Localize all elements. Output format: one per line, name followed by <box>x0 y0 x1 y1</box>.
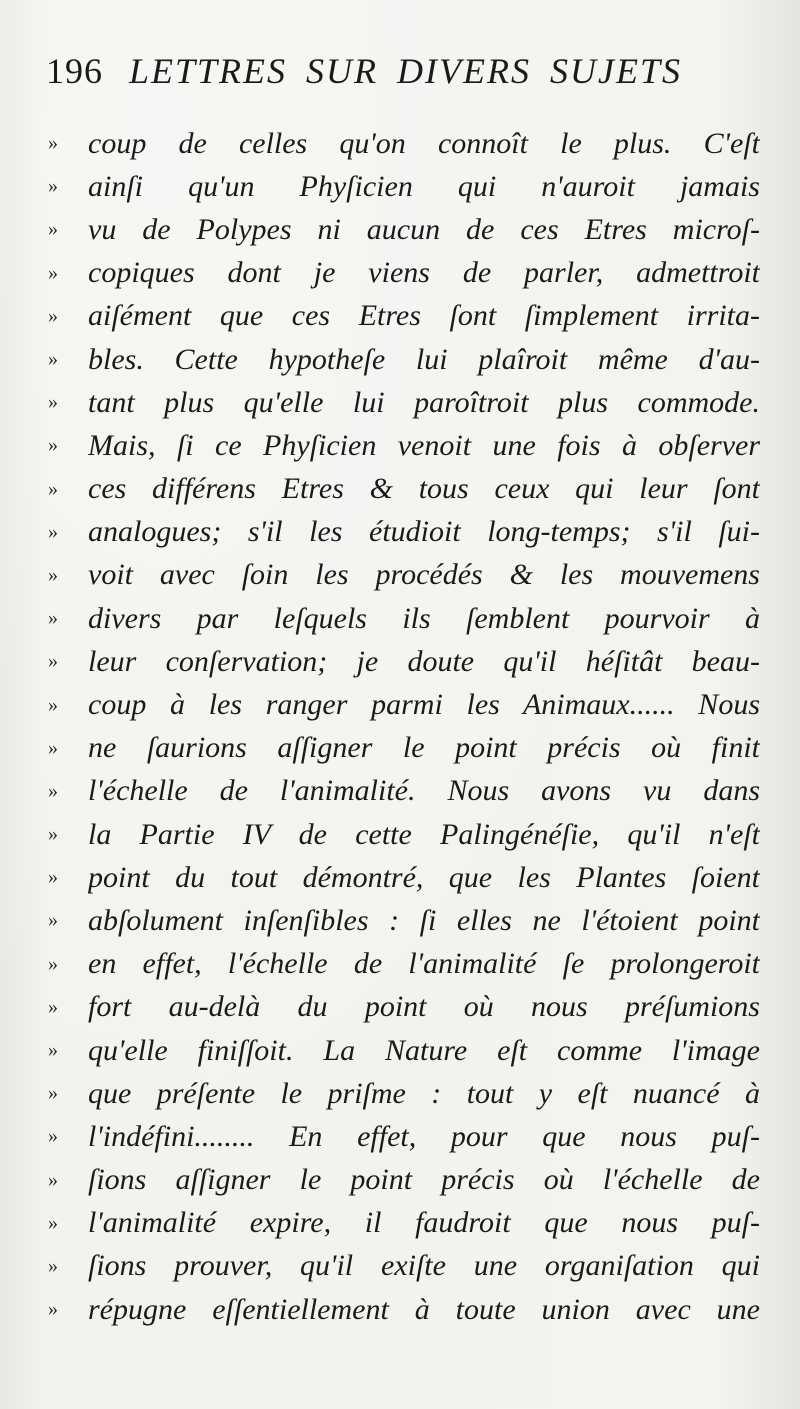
line-text: ces différens Etres & tous ceux qui leur ſont <box>88 472 760 506</box>
page-header <box>46 50 746 110</box>
line-text: l'indéfini........ En effet, pour que nous puſ- <box>88 1119 760 1153</box>
text-line <box>44 1202 760 1245</box>
text-line <box>44 295 760 338</box>
quote-marker: » <box>48 736 58 759</box>
quote-marker: » <box>48 1125 58 1148</box>
quote-marker: » <box>48 434 58 457</box>
line-text: copiques dont je viens de parler, admettroit <box>88 256 760 290</box>
quote-marker: » <box>48 1211 58 1234</box>
line-text: point du tout démontré, que les Plantes ſoient <box>88 860 760 894</box>
running-title: LETTRES SUR DIVERS SUJETS <box>129 51 682 91</box>
text-line <box>44 683 760 726</box>
line-text: voit avec ſoin les procédés & les mouvemens <box>88 558 760 592</box>
text-line <box>44 252 760 295</box>
text-line <box>44 208 760 251</box>
text-line <box>44 1072 760 1115</box>
text-line <box>44 381 760 424</box>
line-text: répugne eſſentiellement à toute union avec une <box>88 1292 760 1326</box>
line-text: qu'elle finiſſoit. La Nature eſt comme l'image <box>88 1033 760 1067</box>
quote-marker: » <box>48 304 58 327</box>
quote-marker: » <box>48 909 58 932</box>
text-line <box>44 597 760 640</box>
text-line <box>44 338 760 381</box>
line-text: coup à les ranger parmi les Animaux...... Nous <box>88 688 760 722</box>
line-text: vu de Polypes ni aucun de ces Etres microſ- <box>88 212 760 246</box>
line-text: en effet, l'échelle de l'animalité ſe prolongeroit <box>88 947 760 981</box>
quote-marker: » <box>48 952 58 975</box>
text-line <box>44 554 760 597</box>
text-line <box>44 1029 760 1072</box>
line-text: Mais, ſi ce Phyſicien venoit une fois à obſerver <box>88 428 760 462</box>
text-line <box>44 122 760 165</box>
quote-marker: » <box>48 866 58 889</box>
quote-marker: » <box>48 132 58 155</box>
text-line <box>44 856 760 899</box>
quote-marker: » <box>48 607 58 630</box>
text-line <box>44 1288 760 1331</box>
text-line <box>44 770 760 813</box>
quote-marker: » <box>48 1254 58 1277</box>
text-line <box>44 1159 760 1202</box>
line-text: l'animalité expire, il faudroit que nous puſ- <box>88 1206 760 1240</box>
line-text: abſolument inſenſibles : ſi elles ne l'étoient point <box>88 903 760 937</box>
line-text: leur conſervation; je doute qu'il héſitât beau- <box>88 644 760 678</box>
line-text: aiſément que ces Etres ſont ſimplement irrita- <box>88 299 760 333</box>
quote-marker: » <box>48 175 58 198</box>
text-line <box>44 165 760 208</box>
line-text: bles. Cette hypotheſe lui plaîroit même d'au- <box>88 342 760 376</box>
quote-marker: » <box>48 261 58 284</box>
quote-marker: » <box>48 218 58 241</box>
line-text: coup de celles qu'on connoît le plus. C'eſt <box>88 126 760 160</box>
quote-marker: » <box>48 391 58 414</box>
text-line <box>44 943 760 986</box>
page-number: 196 <box>46 51 103 91</box>
text-line <box>44 640 760 683</box>
line-text: fort au-delà du point où nous préſumions <box>88 990 760 1024</box>
quote-marker: » <box>48 823 58 846</box>
quote-marker: » <box>48 348 58 371</box>
text-line <box>44 813 760 856</box>
line-text: ſions prouver, qu'il exiſte une organiſation qui <box>88 1249 760 1283</box>
quote-marker: » <box>48 995 58 1018</box>
line-text: ainſi qu'un Phyſicien qui n'auroit jamais <box>88 169 760 203</box>
quote-marker: » <box>48 1039 58 1062</box>
quote-marker: » <box>48 520 58 543</box>
line-text: divers par leſquels ils ſemblent pourvoir à <box>88 601 760 635</box>
line-text: la Partie IV de cette Palingénéſie, qu'il n'eſt <box>88 817 760 851</box>
text-line <box>44 424 760 467</box>
quote-marker: » <box>48 477 58 500</box>
line-text: ſions aſſigner le point précis où l'échelle de <box>88 1163 760 1197</box>
quote-marker: » <box>48 1082 58 1105</box>
quote-marker: » <box>48 779 58 802</box>
text-line <box>44 511 760 554</box>
line-text: tant plus qu'elle lui paroîtroit plus commode. <box>88 385 760 419</box>
quote-marker: » <box>48 1298 58 1321</box>
line-text: l'échelle de l'animalité. Nous avons vu dans <box>88 774 760 808</box>
text-line <box>44 899 760 942</box>
text-line <box>44 468 760 511</box>
quote-marker: » <box>48 563 58 586</box>
text-line <box>44 727 760 770</box>
quote-marker: » <box>48 1168 58 1191</box>
line-text: analogues; s'il les étudioit long-temps; s'il ſui- <box>88 515 760 549</box>
body-text <box>44 122 760 1331</box>
text-line <box>44 1115 760 1158</box>
quote-marker: » <box>48 650 58 673</box>
line-text: ne ſaurions aſſigner le point précis où finit <box>88 731 760 765</box>
text-line <box>44 1245 760 1288</box>
quote-marker: » <box>48 693 58 716</box>
line-text: que préſente le priſme : tout y eſt nuancé à <box>88 1076 760 1110</box>
text-line <box>44 986 760 1029</box>
